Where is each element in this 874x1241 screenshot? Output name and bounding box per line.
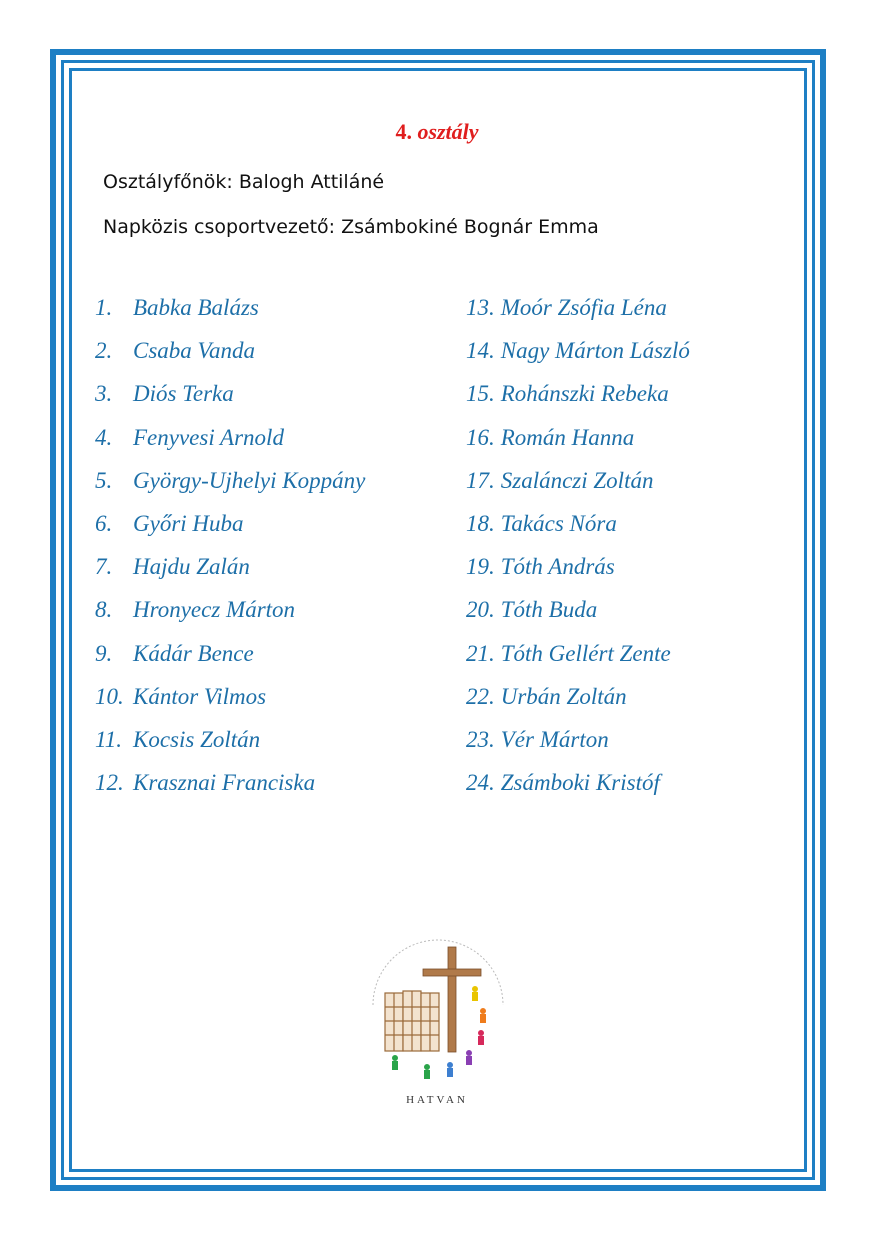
student-name: Krasznai Franciska	[133, 770, 316, 796]
list-item	[466, 423, 690, 466]
student-name: Román Hanna	[500, 424, 635, 450]
list-number: 6.	[95, 510, 113, 536]
list-number: 17.	[466, 467, 495, 493]
school-logo	[355, 925, 515, 1115]
student-name: Moór Zsófia Léna	[500, 295, 667, 320]
list-item	[466, 336, 690, 379]
list-item	[95, 466, 365, 509]
student-name: Szalánczi Zoltán	[500, 467, 654, 493]
list-item	[95, 725, 365, 768]
list-item	[466, 552, 690, 595]
list-item	[95, 768, 365, 811]
class-teacher: Osztályfőnök: Balogh Attiláné	[103, 171, 385, 193]
class-word: osztály	[417, 119, 479, 144]
list-number: 10.	[95, 683, 124, 709]
student-name: Tóth András	[500, 554, 615, 580]
list-item	[466, 466, 690, 509]
student-name: Rohánszki Rebeka	[500, 381, 669, 407]
student-name: Kántor Vilmos	[133, 683, 267, 709]
logo-caption: HATVAN	[406, 1094, 468, 1106]
list-number: 15.	[466, 381, 495, 407]
list-number: 2.	[95, 338, 113, 364]
afternoon-group-leader: Napközis csoportvezető: Zsámbokiné Bognár Emma	[103, 216, 599, 238]
student-name: Győri Huba	[133, 510, 244, 536]
student-name: Diós Terka	[133, 381, 234, 407]
list-item	[466, 682, 690, 725]
list-number: 21.	[466, 640, 495, 666]
list-number: 3.	[95, 381, 113, 407]
list-item	[466, 768, 690, 811]
list-number: 23.	[466, 726, 495, 752]
list-number: 24.	[466, 770, 495, 796]
list-item	[466, 509, 690, 552]
student-name: Csaba Vanda	[133, 338, 256, 364]
list-number: 22.	[466, 683, 495, 709]
student-name: Fenyvesi Arnold	[133, 424, 284, 450]
student-name: Zsámboki Kristóf	[500, 770, 660, 796]
student-name: Babka Balázs	[133, 295, 259, 320]
list-number: 1.	[95, 295, 113, 320]
list-item	[95, 552, 365, 595]
list-item	[466, 379, 690, 422]
student-name: Takács Nóra	[500, 510, 617, 536]
list-item	[95, 682, 365, 725]
student-name: György-Ujhelyi Koppány	[133, 467, 366, 493]
student-name: Nagy Márton László	[500, 338, 690, 364]
list-item	[466, 595, 690, 638]
list-number: 20.	[466, 597, 495, 623]
student-name: Urbán Zoltán	[500, 683, 627, 709]
building-icon	[385, 991, 439, 1051]
list-number: 16.	[466, 424, 495, 450]
student-name: Kocsis Zoltán	[133, 726, 261, 752]
student-name: Hronyecz Márton	[133, 597, 296, 623]
list-number: 5.	[95, 467, 113, 493]
list-number: 7.	[95, 554, 113, 580]
list-item	[95, 509, 365, 552]
list-number: 19.	[466, 554, 495, 580]
class-number: 4.	[395, 119, 412, 144]
student-name: Vér Márton	[500, 726, 609, 752]
list-item	[466, 293, 690, 336]
list-number: 11.	[95, 726, 123, 752]
list-number: 4.	[95, 424, 113, 450]
list-number: 8.	[95, 597, 113, 623]
list-item	[466, 639, 690, 682]
list-number: 13.	[466, 295, 495, 320]
list-number: 9.	[95, 640, 113, 666]
list-number: 14.	[466, 338, 495, 364]
list-item	[95, 639, 365, 682]
student-name: Hajdu Zalán	[133, 554, 250, 580]
class-title	[0, 119, 874, 145]
list-number: 12.	[95, 770, 124, 796]
student-list-left	[95, 293, 365, 811]
student-name: Tóth Buda	[500, 597, 598, 623]
student-name: Kádár Bence	[133, 640, 254, 666]
list-item	[466, 725, 690, 768]
list-item	[95, 423, 365, 466]
list-item	[95, 336, 365, 379]
list-item	[95, 595, 365, 638]
student-name: Tóth Gellért Zente	[500, 640, 671, 666]
student-list-right	[466, 293, 690, 811]
list-item	[95, 379, 365, 422]
list-number: 18.	[466, 510, 495, 536]
list-item	[95, 293, 365, 336]
